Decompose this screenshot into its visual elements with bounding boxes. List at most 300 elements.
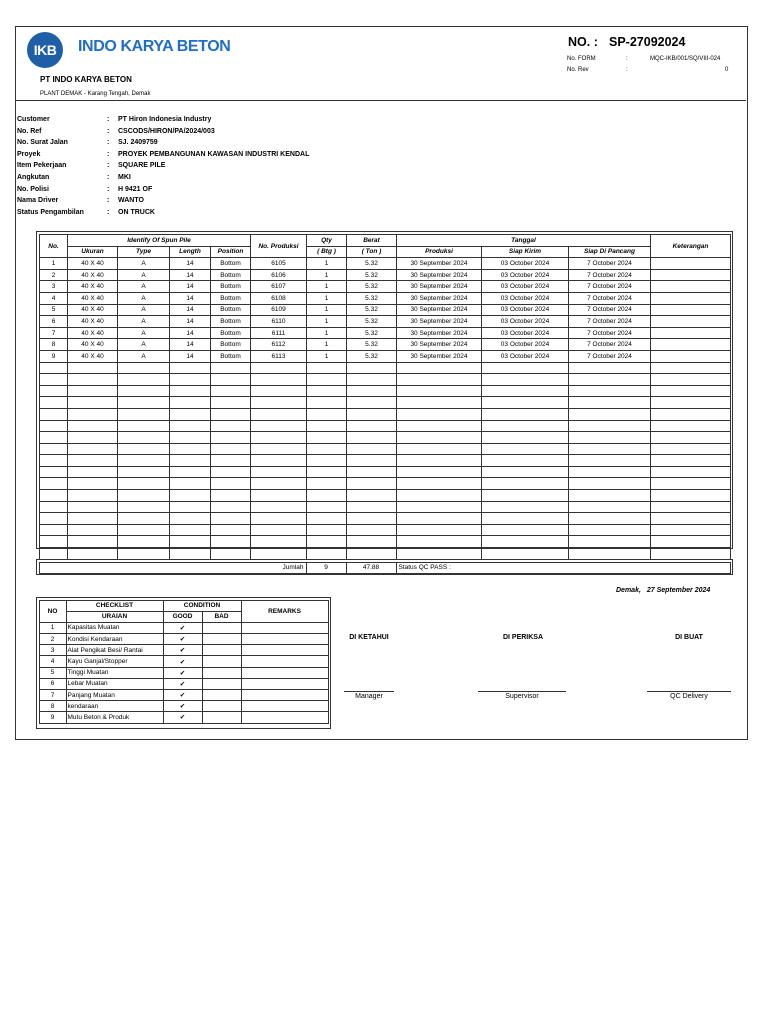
- table-row: [40, 269, 731, 281]
- table-cell: 14: [170, 316, 211, 328]
- info-colon: :: [107, 139, 110, 147]
- checklist-remarks: [241, 645, 328, 656]
- company-logo-text: INDO KARYA BETON: [78, 38, 231, 55]
- table-cell: [118, 362, 170, 374]
- table-cell: [40, 513, 68, 525]
- table-cell: [170, 443, 211, 455]
- table-cell: [347, 408, 397, 420]
- table-cell: [482, 385, 569, 397]
- checklist-no: 3: [39, 645, 66, 656]
- table-cell: [251, 466, 307, 478]
- table-cell: 7 October 2024: [569, 327, 651, 339]
- table-cell: 03 October 2024: [482, 316, 569, 328]
- table-cell: 30 September 2024: [397, 269, 482, 281]
- info-value: SQUARE PILE: [118, 162, 166, 170]
- checklist-bad: [202, 656, 241, 667]
- table-cell: [251, 501, 307, 513]
- table-cell: [40, 420, 68, 432]
- pile-table-frame: [36, 231, 733, 549]
- check-mark-icon: ✔: [163, 645, 202, 656]
- table-cell: [482, 466, 569, 478]
- table-cell: A: [118, 327, 170, 339]
- table-cell: [118, 397, 170, 409]
- table-cell: [307, 385, 347, 397]
- info-value: SJ. 2409759: [118, 139, 158, 147]
- table-cell: 40 X 40: [68, 292, 118, 304]
- empty-table-row: [40, 548, 731, 560]
- table-cell: [211, 478, 251, 490]
- table-cell: [651, 316, 731, 328]
- sign-name-qc: QC Delivery: [670, 693, 708, 700]
- table-cell: 03 October 2024: [482, 269, 569, 281]
- table-cell: [251, 455, 307, 467]
- table-cell: [569, 501, 651, 513]
- table-cell: [397, 490, 482, 502]
- signature-line-qc: [647, 691, 731, 692]
- checklist-header-no: NO: [39, 600, 66, 622]
- table-cell: [118, 455, 170, 467]
- table-cell: 14: [170, 339, 211, 351]
- table-cell: [397, 443, 482, 455]
- checklist-uraian: kendaraan: [66, 701, 163, 712]
- checklist-row: [39, 656, 328, 667]
- sign-date-value: 27 September 2024: [646, 587, 711, 594]
- table-cell: 03 October 2024: [482, 339, 569, 351]
- rev-number-colon: :: [626, 67, 628, 73]
- table-cell: [118, 490, 170, 502]
- table-cell: [251, 420, 307, 432]
- table-cell: [170, 408, 211, 420]
- table-cell: [651, 490, 731, 502]
- table-cell: [118, 548, 170, 560]
- table-cell: [482, 374, 569, 386]
- table-cell: 7 October 2024: [569, 281, 651, 293]
- table-cell: 30 September 2024: [397, 327, 482, 339]
- table-cell: [569, 490, 651, 502]
- pile-table: [39, 234, 731, 560]
- table-cell: [347, 397, 397, 409]
- table-cell: [397, 385, 482, 397]
- header-siap-kirim: Siap Kirim: [482, 246, 569, 258]
- table-cell: [68, 385, 118, 397]
- table-cell: [211, 490, 251, 502]
- table-cell: [347, 374, 397, 386]
- table-cell: Bottom: [211, 350, 251, 362]
- info-value: H 9421 OF: [118, 185, 153, 193]
- table-cell: 03 October 2024: [482, 258, 569, 270]
- table-cell: [651, 501, 731, 513]
- table-cell: 14: [170, 269, 211, 281]
- table-cell: 03 October 2024: [482, 327, 569, 339]
- table-cell: [118, 420, 170, 432]
- delivery-document: [15, 26, 748, 740]
- table-cell: [397, 362, 482, 374]
- table-cell: 1: [307, 316, 347, 328]
- table-cell: [569, 455, 651, 467]
- table-cell: [569, 420, 651, 432]
- header-qty: Qty: [307, 235, 347, 247]
- table-cell: [569, 524, 651, 536]
- empty-table-row: [40, 513, 731, 525]
- company-logo: IKB: [27, 32, 63, 68]
- table-cell: [347, 548, 397, 560]
- checklist-uraian: Lebar Muatan: [66, 678, 163, 689]
- table-cell: [251, 385, 307, 397]
- table-cell: [651, 304, 731, 316]
- table-cell: [397, 478, 482, 490]
- table-cell: [251, 536, 307, 548]
- checklist-remarks: [241, 656, 328, 667]
- table-cell: 40 X 40: [68, 316, 118, 328]
- sign-title-checked: DI PERIKSA: [502, 634, 544, 641]
- info-value: WANTO: [118, 197, 144, 205]
- table-cell: [482, 455, 569, 467]
- sign-place: Demak,: [616, 587, 641, 594]
- checklist-row: [39, 690, 328, 701]
- table-cell: 5.32: [347, 281, 397, 293]
- table-cell: [307, 490, 347, 502]
- table-cell: [347, 432, 397, 444]
- checklist-uraian: Kapasitas Muatan: [66, 622, 163, 633]
- table-cell: [251, 397, 307, 409]
- table-cell: [482, 408, 569, 420]
- table-row: [40, 258, 731, 270]
- table-cell: [651, 466, 731, 478]
- table-cell: [68, 420, 118, 432]
- table-cell: 6: [40, 316, 68, 328]
- table-cell: 1: [307, 304, 347, 316]
- info-value: MKI: [118, 173, 131, 181]
- table-cell: [211, 443, 251, 455]
- table-cell: [118, 374, 170, 386]
- table-cell: 6110: [251, 316, 307, 328]
- table-cell: [482, 443, 569, 455]
- table-cell: [118, 536, 170, 548]
- table-cell: [170, 513, 211, 525]
- table-cell: [307, 362, 347, 374]
- table-row: [40, 339, 731, 351]
- empty-table-row: [40, 466, 731, 478]
- empty-table-row: [40, 374, 731, 386]
- table-cell: [170, 478, 211, 490]
- checklist-header-remarks: REMARKS: [241, 600, 328, 622]
- checklist-header-good: GOOD: [163, 611, 202, 622]
- empty-table-row: [40, 408, 731, 420]
- table-cell: [569, 374, 651, 386]
- table-cell: 6112: [251, 339, 307, 351]
- empty-table-row: [40, 524, 731, 536]
- checklist-no: 2: [39, 634, 66, 645]
- checklist-bad: [202, 622, 241, 633]
- table-cell: 2: [40, 269, 68, 281]
- summary-frame: [36, 559, 733, 575]
- table-cell: [651, 536, 731, 548]
- table-cell: [347, 420, 397, 432]
- summary-table: [39, 562, 731, 574]
- checklist-header-condition: CONDITION: [163, 600, 241, 611]
- table-cell: [118, 443, 170, 455]
- info-value: PT Hiron Indonesia Industry: [118, 116, 212, 123]
- table-cell: [211, 466, 251, 478]
- table-cell: [68, 478, 118, 490]
- table-cell: [307, 455, 347, 467]
- table-cell: 6111: [251, 327, 307, 339]
- table-cell: [307, 536, 347, 548]
- table-cell: 03 October 2024: [482, 350, 569, 362]
- checklist-row: [39, 622, 328, 633]
- table-cell: [397, 420, 482, 432]
- table-cell: [482, 397, 569, 409]
- table-cell: [569, 397, 651, 409]
- checklist-bad: [202, 690, 241, 701]
- table-cell: [211, 455, 251, 467]
- check-mark-icon: ✔: [163, 656, 202, 667]
- table-cell: 03 October 2024: [482, 304, 569, 316]
- berat-total: 47.88: [346, 562, 396, 573]
- table-cell: A: [118, 258, 170, 270]
- checklist-remarks: [241, 712, 328, 723]
- table-cell: [68, 408, 118, 420]
- rev-number-value: 0: [725, 67, 729, 73]
- table-cell: 03 October 2024: [482, 292, 569, 304]
- table-cell: [170, 362, 211, 374]
- table-cell: [40, 455, 68, 467]
- table-cell: 6108: [251, 292, 307, 304]
- empty-table-row: [40, 420, 731, 432]
- table-cell: [397, 548, 482, 560]
- jumlah-label: Jumlah: [39, 562, 306, 573]
- table-cell: [68, 490, 118, 502]
- rev-number-label: No. Rev: [567, 67, 589, 73]
- table-cell: [482, 420, 569, 432]
- header-identify: Identify Of Spun Pile: [68, 235, 251, 247]
- table-cell: [211, 536, 251, 548]
- table-cell: [482, 490, 569, 502]
- table-cell: [68, 374, 118, 386]
- table-cell: 6113: [251, 350, 307, 362]
- table-cell: 30 September 2024: [397, 339, 482, 351]
- table-cell: [251, 513, 307, 525]
- table-cell: [68, 362, 118, 374]
- header-tgl-produksi: Produksi: [397, 246, 482, 258]
- table-cell: [251, 490, 307, 502]
- table-row: [40, 327, 731, 339]
- header-keterangan: Keterangan: [651, 235, 731, 258]
- info-value: PROYEK PEMBANGUNAN KAWASAN INDUSTRI KENDAL: [118, 150, 310, 158]
- table-cell: 7 October 2024: [569, 350, 651, 362]
- check-mark-icon: ✔: [163, 712, 202, 723]
- table-cell: A: [118, 304, 170, 316]
- table-cell: [347, 490, 397, 502]
- table-cell: 40 X 40: [68, 339, 118, 351]
- table-cell: [40, 490, 68, 502]
- table-cell: 40 X 40: [68, 327, 118, 339]
- table-cell: 40 X 40: [68, 304, 118, 316]
- table-cell: 30 September 2024: [397, 304, 482, 316]
- checklist-bad: [202, 667, 241, 678]
- checklist-no: 9: [39, 712, 66, 723]
- table-cell: [68, 443, 118, 455]
- checklist-row: [39, 634, 328, 645]
- table-cell: Bottom: [211, 292, 251, 304]
- table-cell: [347, 362, 397, 374]
- table-cell: [68, 455, 118, 467]
- table-cell: [651, 432, 731, 444]
- table-cell: [397, 397, 482, 409]
- table-cell: [397, 536, 482, 548]
- checklist-uraian: Kayu Ganjal/Stopper: [66, 656, 163, 667]
- table-cell: [569, 548, 651, 560]
- table-cell: 14: [170, 350, 211, 362]
- table-cell: [211, 374, 251, 386]
- header-length: Length: [170, 246, 211, 258]
- table-cell: A: [118, 350, 170, 362]
- table-cell: [307, 408, 347, 420]
- checklist-remarks: [241, 678, 328, 689]
- table-cell: [651, 548, 731, 560]
- checklist-remarks: [241, 690, 328, 701]
- table-row: [40, 292, 731, 304]
- table-cell: 40 X 40: [68, 281, 118, 293]
- table-cell: 9: [40, 350, 68, 362]
- table-cell: [651, 524, 731, 536]
- table-cell: 1: [307, 327, 347, 339]
- table-cell: A: [118, 292, 170, 304]
- checklist-bad: [202, 701, 241, 712]
- table-cell: [482, 478, 569, 490]
- form-number-value: MQC-IKB/001/SQ/VIII-024: [650, 56, 721, 62]
- table-cell: [118, 501, 170, 513]
- table-cell: [211, 397, 251, 409]
- table-cell: Bottom: [211, 304, 251, 316]
- table-cell: 1: [40, 258, 68, 270]
- table-cell: [170, 466, 211, 478]
- table-cell: [397, 524, 482, 536]
- table-cell: [397, 374, 482, 386]
- table-cell: Bottom: [211, 258, 251, 270]
- table-cell: 40 X 40: [68, 350, 118, 362]
- table-cell: [211, 362, 251, 374]
- table-cell: Bottom: [211, 339, 251, 351]
- table-cell: [40, 408, 68, 420]
- table-cell: Bottom: [211, 281, 251, 293]
- table-row: [40, 316, 731, 328]
- table-cell: [118, 478, 170, 490]
- table-cell: [307, 524, 347, 536]
- table-cell: [68, 513, 118, 525]
- table-cell: 14: [170, 281, 211, 293]
- table-cell: [651, 455, 731, 467]
- table-cell: [40, 524, 68, 536]
- table-cell: [170, 490, 211, 502]
- table-cell: 14: [170, 304, 211, 316]
- sign-title-known: DI KETAHUI: [349, 634, 389, 641]
- company-plant: PLANT DEMAK - Karang Tengah, Demak: [40, 91, 151, 97]
- table-cell: 1: [307, 258, 347, 270]
- table-cell: 14: [170, 327, 211, 339]
- table-cell: 30 September 2024: [397, 292, 482, 304]
- table-row: [40, 281, 731, 293]
- checklist-row: [39, 678, 328, 689]
- table-cell: [651, 443, 731, 455]
- info-colon: :: [107, 162, 110, 170]
- table-cell: 5: [40, 304, 68, 316]
- table-cell: [651, 281, 731, 293]
- table-cell: [68, 548, 118, 560]
- sign-name-manager: Manager: [355, 693, 383, 700]
- table-cell: [251, 548, 307, 560]
- table-cell: A: [118, 281, 170, 293]
- checklist-remarks: [241, 701, 328, 712]
- table-cell: [651, 478, 731, 490]
- table-cell: 5.32: [347, 339, 397, 351]
- table-cell: [569, 408, 651, 420]
- table-cell: [347, 385, 397, 397]
- table-cell: [397, 466, 482, 478]
- checklist-remarks: [241, 634, 328, 645]
- table-cell: 7 October 2024: [569, 316, 651, 328]
- qc-status-label: Status QC PASS :: [396, 562, 730, 573]
- table-cell: [651, 258, 731, 270]
- empty-table-row: [40, 490, 731, 502]
- table-cell: [118, 513, 170, 525]
- checklist-table: [39, 600, 329, 724]
- table-cell: 6109: [251, 304, 307, 316]
- info-colon: :: [107, 116, 110, 123]
- table-cell: [40, 548, 68, 560]
- table-cell: [569, 432, 651, 444]
- info-colon: :: [107, 208, 110, 216]
- table-cell: [170, 536, 211, 548]
- table-cell: [651, 397, 731, 409]
- table-cell: [482, 536, 569, 548]
- table-cell: [68, 466, 118, 478]
- table-cell: 14: [170, 258, 211, 270]
- table-cell: [347, 443, 397, 455]
- empty-table-row: [40, 443, 731, 455]
- empty-table-row: [40, 432, 731, 444]
- table-cell: Bottom: [211, 269, 251, 281]
- table-cell: [68, 524, 118, 536]
- table-cell: [307, 466, 347, 478]
- sign-title-made: DI BUAT: [675, 634, 703, 641]
- table-cell: [251, 524, 307, 536]
- sign-name-supervisor: Supervisor: [505, 693, 539, 700]
- table-cell: [40, 362, 68, 374]
- table-cell: 5.32: [347, 350, 397, 362]
- table-cell: 6107: [251, 281, 307, 293]
- qty-total: 9: [306, 562, 346, 573]
- checklist-bad: [202, 634, 241, 645]
- table-cell: 7 October 2024: [569, 269, 651, 281]
- company-name: PT INDO KARYA BETON: [40, 75, 132, 84]
- table-cell: [397, 408, 482, 420]
- table-cell: [170, 420, 211, 432]
- table-cell: 30 September 2024: [397, 316, 482, 328]
- table-cell: [307, 420, 347, 432]
- header-production-no: No. Produksi: [251, 235, 307, 258]
- table-cell: [251, 408, 307, 420]
- info-label: No. Ref: [17, 127, 42, 135]
- table-cell: [211, 501, 251, 513]
- table-cell: [40, 432, 68, 444]
- info-label: Status Pengambilan: [17, 208, 84, 216]
- table-cell: [251, 374, 307, 386]
- check-mark-icon: ✔: [163, 667, 202, 678]
- info-label: Item Pekerjaan: [17, 162, 67, 170]
- checklist-no: 7: [39, 690, 66, 701]
- table-cell: 3: [40, 281, 68, 293]
